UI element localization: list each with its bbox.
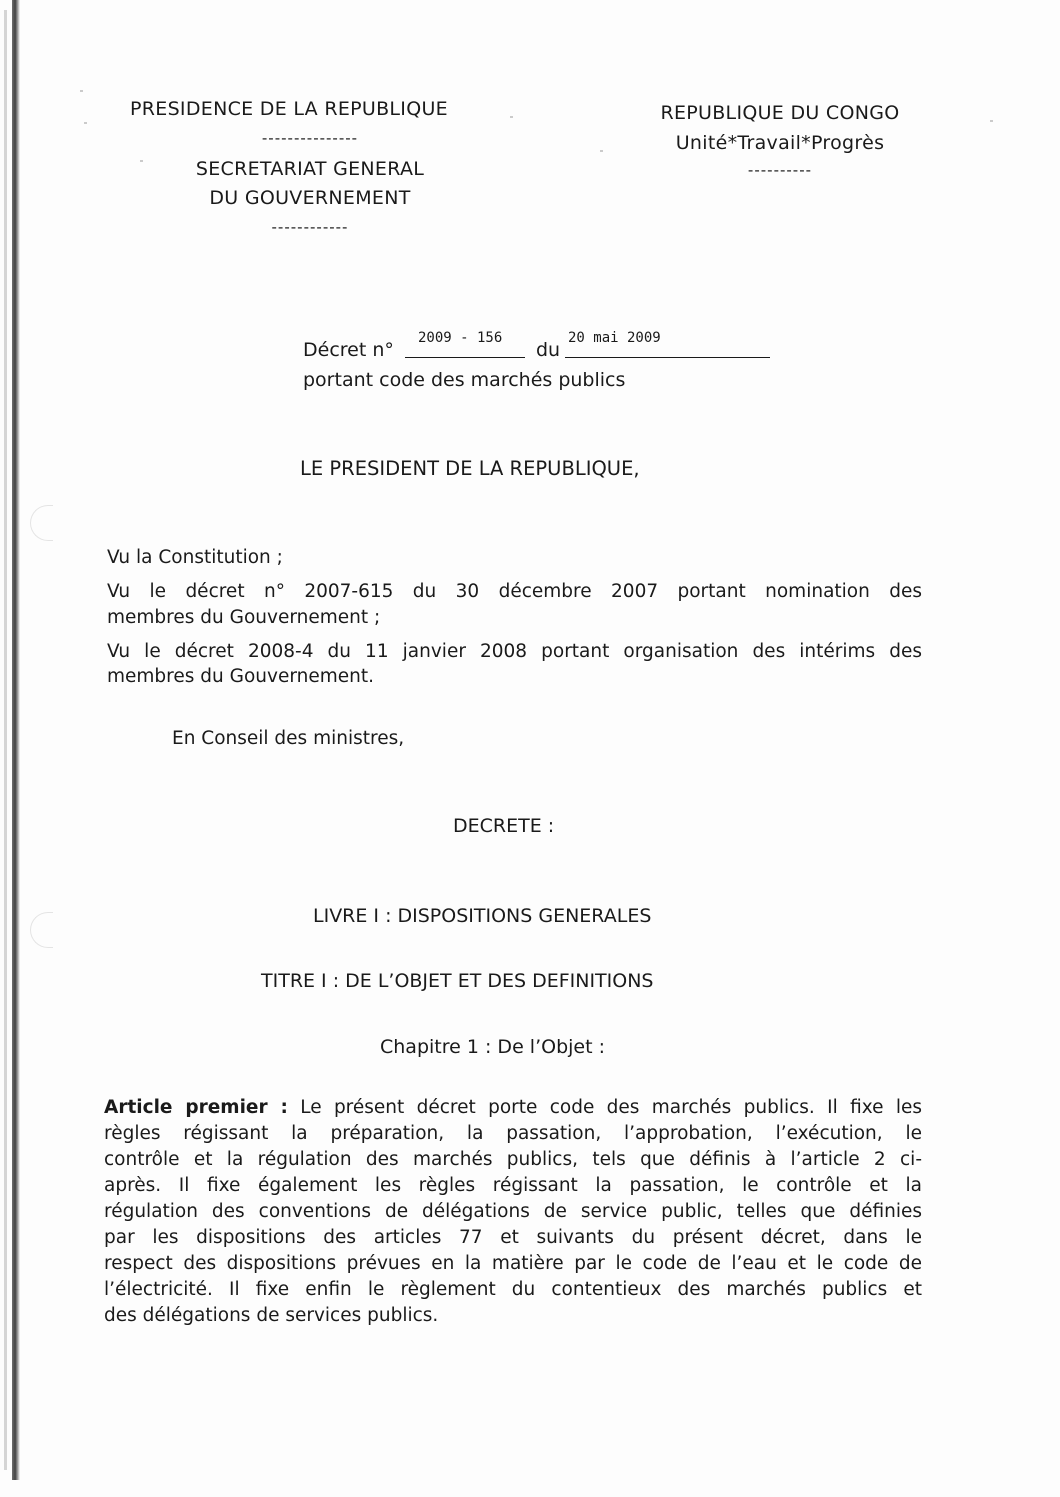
visa-constitution: Vu la Constitution ;	[107, 547, 283, 568]
scan-binding-shadow	[4, 10, 7, 1470]
punch-hole-mark	[30, 912, 53, 948]
visa-decret-2007-line2: membres du Gouvernement ;	[107, 607, 381, 628]
punch-hole-mark	[30, 505, 53, 541]
titre-heading: TITRE I : DE L’OBJET ET DES DEFINITIONS	[261, 970, 654, 992]
decrete-heading: DECRETE :	[453, 815, 555, 837]
decree-prefix: Décret n°	[303, 339, 394, 361]
livre-heading: LIVRE I : DISPOSITIONS GENERALES	[313, 905, 652, 927]
scan-binding-edge	[12, 0, 20, 1480]
decree-number: 2009 - 156	[418, 330, 503, 346]
header-left-separator: ---------------	[261, 129, 359, 147]
scan-speck	[510, 116, 513, 118]
article-line: régulation des conventions de délégations de service public, telles que définies	[104, 1201, 922, 1222]
article-line: Article premier : Le présent décret porte code des marchés publics. Il fixe les	[104, 1097, 922, 1118]
header-left-separator-2: ------------	[271, 218, 349, 236]
header-republique: REPUBLIQUE DU CONGO	[660, 102, 900, 124]
conseil-des-ministres: En Conseil des ministres,	[172, 728, 405, 749]
article-premier	[104, 1095, 922, 1329]
visa-decret-2008-line1: Vu le décret 2008-4 du 11 janvier 2008 portant organisation des intérims des	[107, 641, 922, 662]
president-heading: LE PRESIDENT DE LA REPUBLIQUE,	[300, 457, 640, 480]
article-line: des délégations de services publics.	[104, 1305, 439, 1326]
article-line: contrôle et la régulation des marchés publics, tels que définis à l’article 2 ci-	[104, 1149, 922, 1170]
scan-speck	[990, 120, 993, 122]
header-secretariat: SECRETARIAT GENERAL	[195, 158, 425, 180]
scan-speck	[600, 150, 603, 152]
scan-speck	[80, 90, 83, 92]
header-right-separator: ----------	[747, 161, 813, 179]
header-gouvernement: DU GOUVERNEMENT	[209, 187, 411, 209]
decree-du: du	[536, 339, 561, 361]
visa-decret-2007-line1: Vu le décret n° 2007-615 du 30 décembre 2007 portant nomination des	[107, 581, 922, 602]
article-line: règles régissant la préparation, la passation, l’approbation, l’exécution, le	[104, 1123, 922, 1144]
article-label: Article premier :	[104, 1097, 288, 1118]
header-motto: Unité*Travail*Progrès	[675, 132, 885, 154]
decree-subject: portant code des marchés publics	[303, 369, 626, 391]
visa-decret-2008-line2: membres du Gouvernement.	[107, 666, 374, 687]
decree-date-underline	[565, 357, 770, 358]
scan-speck	[84, 122, 87, 124]
decree-number-underline	[405, 357, 525, 358]
article-line: par les dispositions des articles 77 et suivants du présent décret, dans le	[104, 1227, 922, 1248]
article-line: l’électricité. Il fixe enfin le règlement du contentieux des marchés publics et	[104, 1279, 922, 1300]
header-presidence: PRESIDENCE DE LA REPUBLIQUE	[130, 98, 448, 120]
article-line: après. Il fixe également les règles régissant la passation, le contrôle et la	[104, 1175, 922, 1196]
chapitre-heading: Chapitre 1 : De l’Objet :	[380, 1036, 605, 1058]
decree-date: 20 mai 2009	[568, 330, 661, 346]
article-line: respect des dispositions prévues en la matière par le code de l’eau et le code de	[104, 1253, 922, 1274]
